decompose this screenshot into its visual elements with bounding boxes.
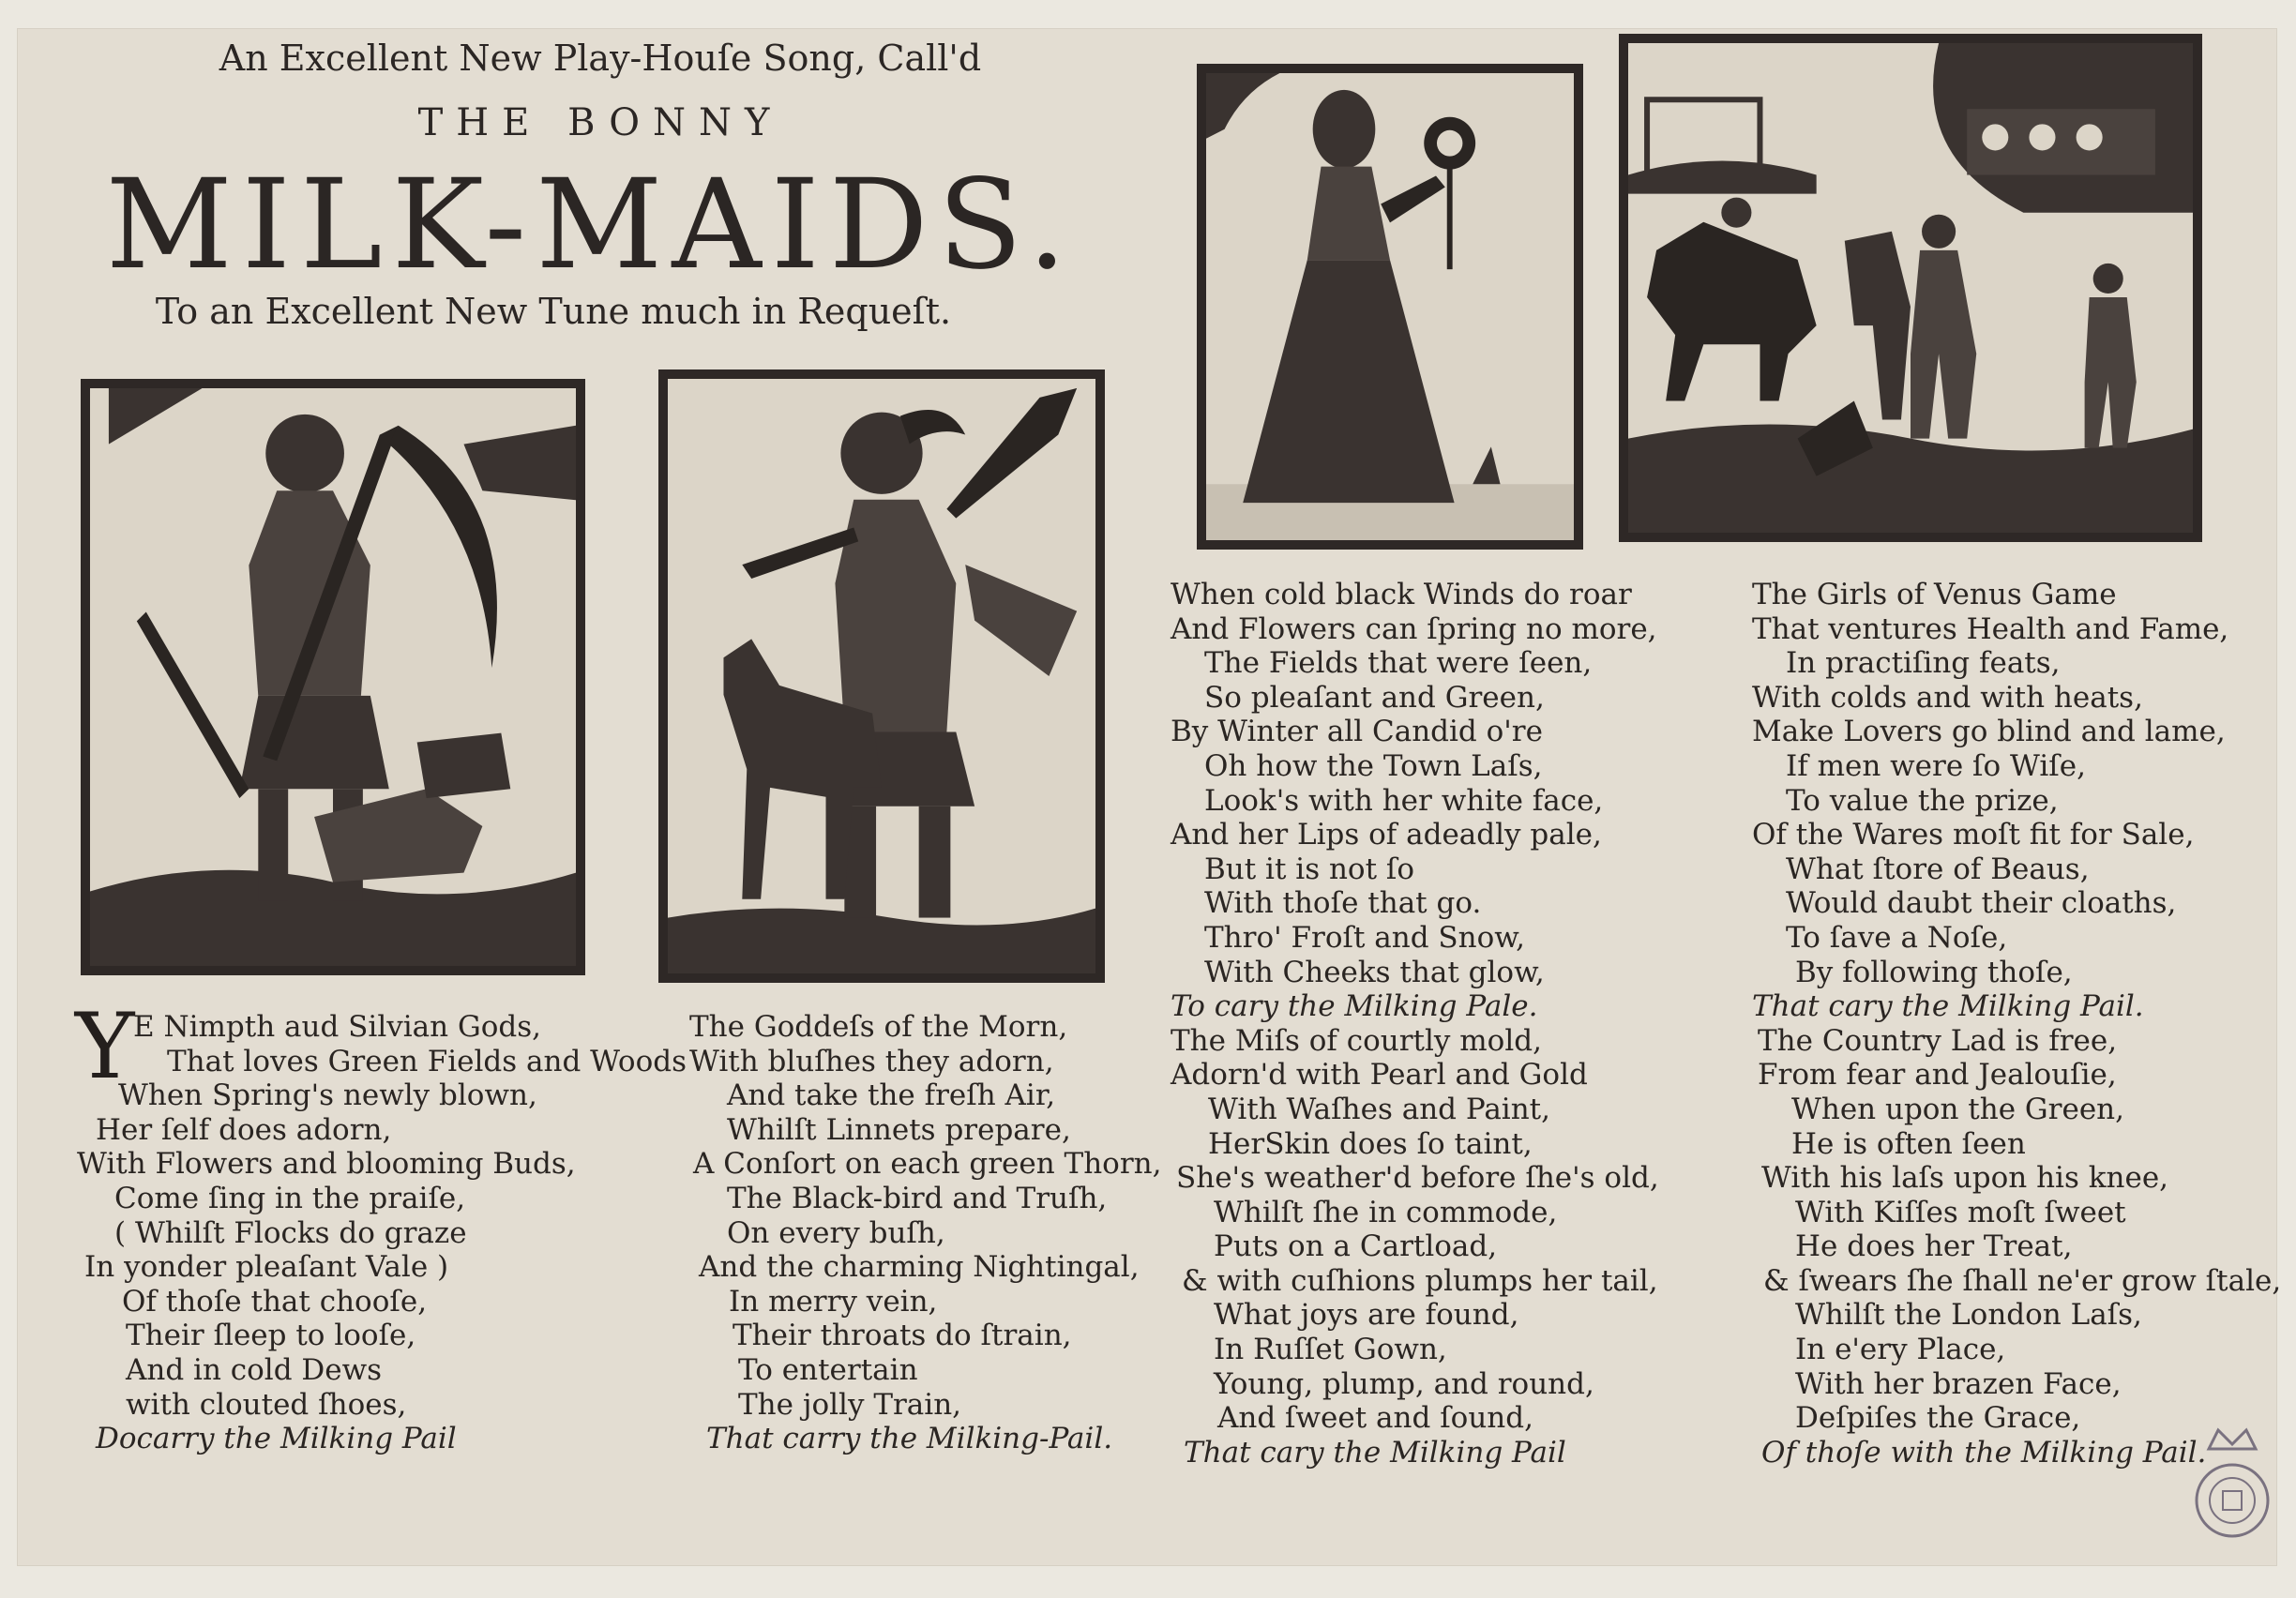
verse-line: That carry the Milking-Pail. xyxy=(706,1422,1113,1456)
verse-line: Of thoſe with the Milking Pail. xyxy=(1761,1435,2207,1470)
verse-line: To ſave a Noſe, xyxy=(1786,920,2008,955)
verse-column-3 xyxy=(1171,578,1659,1470)
verse-line: From fear and Jealouſie, xyxy=(1758,1058,2117,1093)
verse-line: Deſpiſes the Grace, xyxy=(1795,1401,2081,1436)
verse-line: Her ſelf does adorn, xyxy=(96,1112,392,1147)
verse-line: She's weather'd before ſhe's old, xyxy=(1176,1161,1659,1196)
verse-line: The Black-bird and Truſh, xyxy=(727,1181,1108,1215)
verse-line: Puts on a Cartload, xyxy=(1214,1229,1498,1264)
verse-line: Whilſt ſhe in commode, xyxy=(1214,1195,1558,1229)
verse-column-2 xyxy=(689,1010,1161,1456)
verse-line: Make Lovers go blind and lame, xyxy=(1752,715,2226,749)
verse-line: Their ſleep to looſe, xyxy=(126,1319,416,1353)
verse-line: By following thoſe, xyxy=(1795,955,2073,989)
verse-line: With his laſs upon his knee, xyxy=(1761,1161,2169,1196)
verse-line: Would daubt their cloaths, xyxy=(1786,886,2177,921)
verse-line: The Goddeſs of the Morn, xyxy=(689,1010,1068,1044)
verse-line: But it is not ſo xyxy=(1204,852,1415,886)
verse-line: Come ſing in the praiſe, xyxy=(114,1181,466,1215)
verse-line: That cary the Milking Pail xyxy=(1184,1435,1566,1470)
verse-line: With thoſe that go. xyxy=(1204,886,1482,921)
verse-line: What ſtore of Beaus, xyxy=(1786,852,2090,886)
verse-line: That cary the Milking Pail. xyxy=(1752,989,2144,1024)
woman-with-flower-icon xyxy=(1206,73,1574,540)
verse-line: To cary the Milking Pale. xyxy=(1171,989,1538,1024)
verse-line: In practiſing feats, xyxy=(1786,646,2061,681)
verse-line: HerSkin does ſo taint, xyxy=(1208,1126,1533,1161)
verse-line: When upon the Green, xyxy=(1791,1092,2125,1126)
verse-line: In e'ery Place, xyxy=(1795,1333,2006,1367)
verse-line: With colds and with heats, xyxy=(1752,680,2143,715)
dropcap-letter: Y xyxy=(75,994,135,1099)
verse-line: That loves Green Fields and Woods xyxy=(167,1044,687,1078)
woodcut-man-with-scythe xyxy=(81,379,585,975)
verse-line: In yonder pleaſant Vale ) xyxy=(84,1250,449,1285)
verse-line: When cold black Winds do roar xyxy=(1171,578,1632,611)
verse-line: Of the Wares moſt fit for Sale, xyxy=(1752,818,2195,852)
verse-line: He is often ſeen xyxy=(1791,1126,2026,1161)
header-tune: To an Excellent New Tune much in Requeſt. xyxy=(155,291,952,332)
verse-line: & ſwears ſhe ſhall ne'er grow ſtale, xyxy=(1763,1263,2282,1298)
verse-line: On every buſh, xyxy=(727,1215,945,1250)
verse-line: Whilſt Linnets prepare, xyxy=(727,1112,1071,1147)
header-subtitle: An Excellent New Play-Houſe Song, Call'd xyxy=(219,38,982,79)
verse-line: Whilſt the London Laſs, xyxy=(1795,1298,2142,1333)
verse-line: & with cuſhions plumps her tail, xyxy=(1182,1263,1658,1298)
header-the-bonny: THE BONNY xyxy=(417,101,783,144)
verse-line: Their throats do ſtrain, xyxy=(733,1319,1072,1353)
verse-line: With Waſhes and Paint, xyxy=(1208,1092,1550,1126)
verse-line: In Ruſſet Gown, xyxy=(1214,1333,1447,1367)
verse-line: To value the prize, xyxy=(1786,783,2059,818)
woodcut-woman-with-flower xyxy=(1197,64,1583,550)
man-with-deer-icon xyxy=(668,379,1095,973)
verse-line: So pleaſant and Green, xyxy=(1204,680,1545,715)
verse-line: He does her Treat, xyxy=(1795,1229,2073,1264)
horse-and-figures-icon xyxy=(1628,43,2193,533)
verse-line: And in cold Dews xyxy=(126,1352,383,1387)
verse-column-1 xyxy=(77,1010,687,1456)
verse-line: E Nimpth aud Silvian Gods, xyxy=(133,1010,542,1044)
verse-line: In merry vein, xyxy=(729,1284,938,1319)
verse-line: And her Lips of adeadly pale, xyxy=(1171,818,1602,852)
verse-line: Young, plump, and round, xyxy=(1214,1366,1594,1401)
collection-stamp xyxy=(2190,1421,2274,1543)
verse-line: By Winter all Candid o're xyxy=(1171,715,1543,749)
verse-line: The Fields that were ſeen, xyxy=(1204,646,1593,681)
verse-line: Docarry the Milking Pail xyxy=(96,1422,457,1456)
verse-line: With Flowers and blooming Buds, xyxy=(77,1147,576,1182)
verse-line: And Flowers can ſpring no more, xyxy=(1171,611,1657,646)
verse-line: That ventures Health and Fame, xyxy=(1752,611,2229,646)
verse-line: With her brazen Face, xyxy=(1795,1366,2122,1401)
verse-line: With bluſhes they adorn, xyxy=(689,1044,1054,1078)
verse-line: Of thoſe that chooſe, xyxy=(122,1284,428,1319)
man-with-scythe-icon xyxy=(90,388,576,966)
verse-line: A Conſort on each green Thorn, xyxy=(693,1147,1162,1182)
verse-line: What joys are found, xyxy=(1214,1298,1519,1333)
verse-line: Oh how the Town Laſs, xyxy=(1204,748,1543,783)
verse-line: The Miſs of courtly mold, xyxy=(1171,1023,1542,1058)
verse-line: If men were ſo Wiſe, xyxy=(1786,748,2086,783)
page-title: MILK-MAIDS. xyxy=(105,153,1077,297)
verse-line: And the charming Nightingal, xyxy=(699,1250,1140,1285)
verse-line: Look's with her white face, xyxy=(1204,783,1604,818)
verse-line: To entertain xyxy=(738,1352,918,1387)
verse-line: The jolly Train, xyxy=(738,1387,962,1422)
verse-line: And ſweet and ſound, xyxy=(1217,1401,1533,1436)
verse-line: When Spring's newly blown, xyxy=(118,1078,537,1113)
verse-line: The Country Lad is free, xyxy=(1758,1023,2118,1058)
verse-line: And take the freſh Air, xyxy=(727,1078,1056,1113)
crown-seal-icon xyxy=(2190,1421,2274,1543)
verse-line: Thro' Froſt and Snow, xyxy=(1204,920,1525,955)
verse-line: The Girls of Venus Game xyxy=(1752,578,2117,611)
verse-line: with clouted ſhoes, xyxy=(126,1387,407,1422)
woodcut-horse-and-figures xyxy=(1619,34,2202,542)
woodcut-man-with-deer xyxy=(658,369,1105,983)
verse-line: With Cheeks that glow, xyxy=(1204,955,1545,989)
verse-line: Adorn'd with Pearl and Gold xyxy=(1171,1058,1588,1093)
verse-column-4 xyxy=(1752,578,2281,1470)
verse-line: With Kiſſes moſt ſweet xyxy=(1795,1195,2126,1229)
verse-line: ( Whilſt Flocks do graze xyxy=(114,1215,467,1250)
